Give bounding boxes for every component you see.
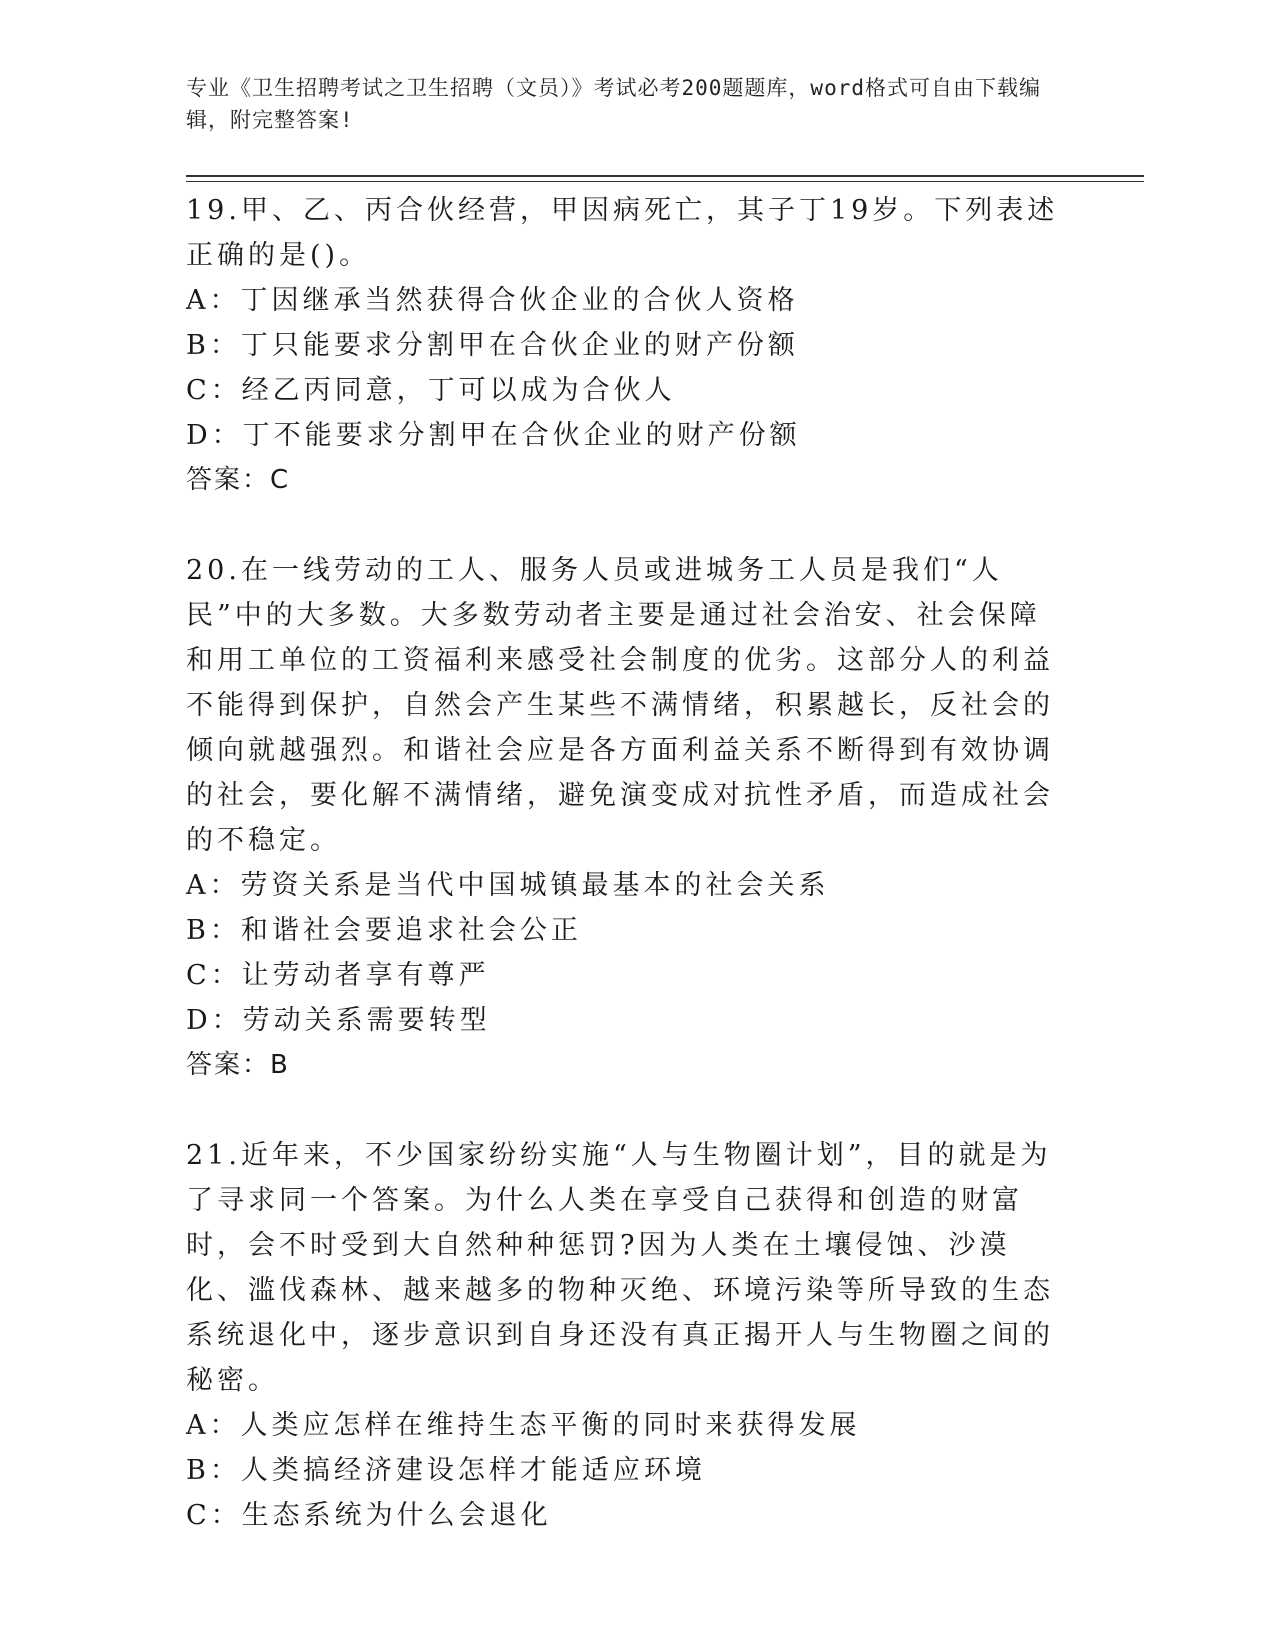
option-c: C：经乙丙同意，丁可以成为合伙人 [186,375,676,406]
document-header: 专业《卫生招聘考试之卫生招聘（文员）》考试必考200题题库，word格式可自由下载编辑，附完整答案! [186,76,1041,132]
option-c: C：让劳动者享有尊严 [186,960,490,991]
question-20 [186,548,1066,1088]
question-stem: 20.在一线劳动的工人、服务人员或进城务工人员是我们“人民”中的大多数。大多数劳动者主要是通过社会治安、社会保障和用工单位的工资福利来感受社会制度的优劣。这部分人的利益不能得到保护，自然会产生某些不满情绪，积累越长，反社会的倾向就越强烈。和谐社会应是各方面利益关系不断得到有效协调的社会，要化解不满情绪，避免演变成对抗性矛盾，而造成社会的不稳定。 [186,555,1054,856]
question-stem: 19.甲、乙、丙合伙经营，甲因病死亡，其子丁19岁。下列表述正确的是()。 [186,195,1059,271]
option-d: D：劳动关系需要转型 [186,1005,491,1036]
answer: 答案：C [186,465,291,495]
header-rule-thin [186,181,1144,182]
option-c: C：生态系统为什么会退化 [186,1500,552,1531]
question-stem: 21.近年来，不少国家纷纷实施“人与生物圈计划”，目的就是为了寻求同一个答案。为什么人类在享受自己获得和创造的财富时，会不时受到大自然种种惩罚?因为人类在土壤侵蚀、沙漠化、滥伐森林、越来越多的物种灭绝、环境污染等所导致的生态系统退化中，逐步意识到自身还没有真正揭开人与生物圈之间的秘密。 [186,1140,1054,1396]
question-spacer [186,1088,1066,1133]
option-b: B：人类搞经济建设怎样才能适应环境 [186,1455,706,1486]
question-list [186,188,1066,1538]
question-21 [186,1133,1066,1538]
option-a: A：人类应怎样在维持生态平衡的同时来获得发展 [186,1410,861,1441]
option-a: A：劳资关系是当代中国城镇最基本的社会关系 [186,870,830,901]
header-rule-thick [186,175,1144,177]
question-19 [186,188,1066,503]
option-b: B：丁只能要求分割甲在合伙企业的财产份额 [186,330,799,361]
answer: 答案：B [186,1050,290,1080]
question-spacer [186,503,1066,548]
option-a: A：丁因继承当然获得合伙企业的合伙人资格 [186,285,799,316]
option-b: B：和谐社会要追求社会公正 [186,915,582,946]
option-d: D：丁不能要求分割甲在合伙企业的财产份额 [186,420,801,451]
